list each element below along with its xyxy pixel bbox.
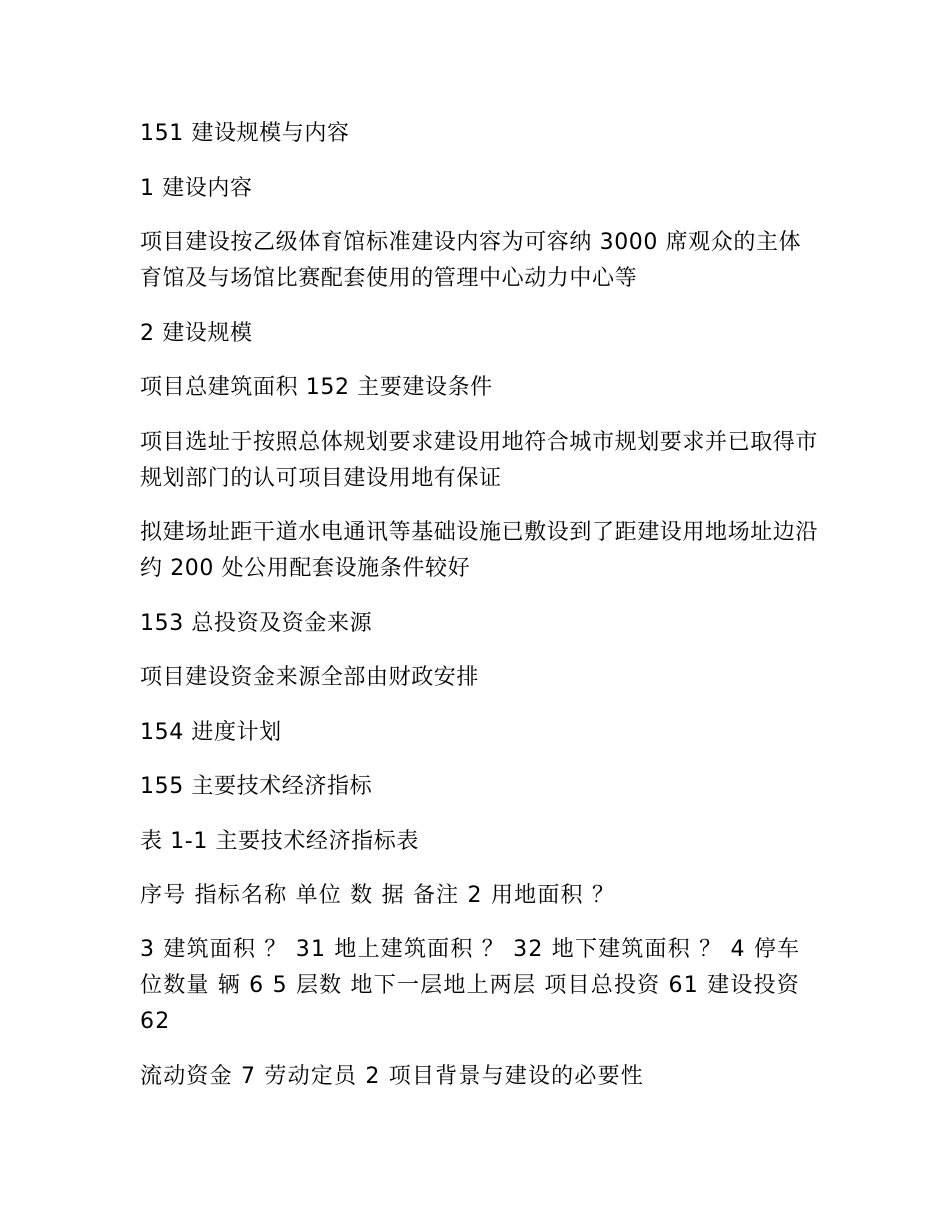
- table-footer-text: 流动资金 7 劳动定员 2 项目背景与建设的必要性: [140, 1064, 644, 1089]
- paragraph-construction-content: 项目建设按乙级体育馆标准建设内容为可容纳 3000 席观众的主体育馆及与场馆比赛配套使用的管理中心动力中心等: [140, 230, 802, 291]
- table-header-row: 序号 指标名称 单位 数 据 备注 2 用地面积 ？: [140, 883, 616, 908]
- paragraph-site-infrastructure: 拟建场址距干道水电通讯等基础设施已敷设到了距建设用地场址边沿约 200 处公用配套设施条件较好: [140, 520, 819, 581]
- subsection-heading-construction-content: 1 建设内容: [140, 176, 253, 201]
- subsection-heading-construction-scale: 2 建设规模: [140, 321, 253, 346]
- section-heading-151: 151 建设规模与内容: [140, 121, 350, 146]
- table-caption: 表 1-1 主要技术经济指标表: [140, 829, 419, 854]
- section-heading-155: 155 主要技术经济指标: [140, 774, 373, 799]
- section-heading-154: 154 进度计划: [140, 720, 282, 745]
- paragraph-site-selection: 项目选址于按照总体规划要求建设用地符合城市规划要求并已取得市规划部门的认可项目建设用地有保证: [140, 430, 819, 491]
- table-body-text: 3 建筑面积 ？ 31 地上建筑面积 ？ 32 地下建筑面积 ？ 4 停车位数量 辆 6 5 层数 地下一层地上两层 项目总投资 61 建设投资 62: [140, 937, 801, 1034]
- section-heading-153: 153 总投资及资金来源: [140, 611, 373, 636]
- paragraph-total-floor-area: 项目总建筑面积 152 主要建设条件: [140, 375, 493, 400]
- paragraph-funding-source: 项目建设资金来源全部由财政安排: [140, 665, 480, 690]
